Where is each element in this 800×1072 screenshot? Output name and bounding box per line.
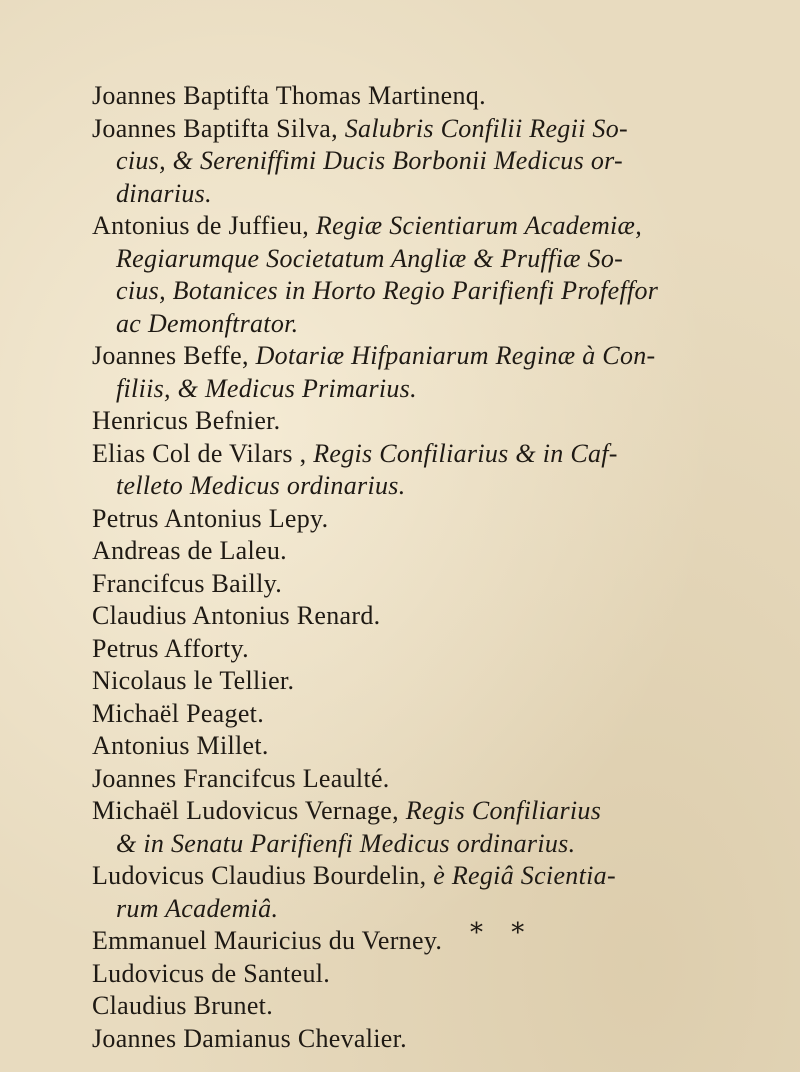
entry-name: Joannes Damianus Chevalier.: [92, 1023, 407, 1053]
list-entry: [92, 600, 732, 633]
list-entry: [92, 1023, 732, 1056]
list-entry: [92, 665, 732, 698]
entry-name: Petrus Antonius Lepy.: [92, 503, 329, 533]
list-entry: [92, 80, 732, 113]
list-entry: [92, 535, 732, 568]
entry-name: Nicolaus le Tellier.: [92, 666, 295, 695]
list-entry: [92, 568, 732, 601]
entry-title-continued: filiis, & Medicus Primarius.: [116, 373, 417, 403]
entry-title: Regis Confiliarius & in Caf-: [306, 438, 618, 468]
entry-name: Antonius de Juffieu,: [92, 211, 310, 240]
entry-title-continued: dinarius.: [116, 178, 212, 208]
entry-name: Elias Col de Vilars ,: [92, 438, 307, 468]
entry-title: Salubris Confilii Regii So-: [337, 113, 628, 143]
ornament-asterisks: * *: [470, 918, 535, 948]
entry-name: Henricus Befnier.: [92, 406, 281, 435]
entry-name: Joannes Baptifta Thomas Martinenq.: [92, 81, 486, 110]
entry-title: Regiæ Scientiarum Academiæ,: [309, 211, 642, 240]
list-entry: [92, 860, 732, 925]
entry-name: Petrus Afforty.: [92, 633, 249, 663]
list-entry: [92, 730, 732, 763]
entry-title-continued: ac Demonftrator.: [116, 308, 299, 338]
entry-title: Regis Confiliarius: [398, 796, 602, 825]
entry-name: Francifcus Bailly.: [92, 568, 283, 598]
list-entry: [92, 958, 732, 991]
entry-title: è Regiâ Scientia-: [426, 861, 616, 890]
name-list: [92, 80, 732, 1055]
entry-name: Antonius Millet.: [92, 731, 269, 760]
entry-title-continued: & in Senatu Parifienfi Medicus ordinarius.: [116, 828, 576, 858]
list-entry: [92, 405, 732, 438]
list-entry: [92, 698, 732, 731]
list-entry: [92, 210, 732, 340]
entry-name: Ludovicus de Santeul.: [92, 958, 331, 988]
list-entry: [92, 763, 732, 796]
list-entry: [92, 503, 732, 536]
list-entry: [92, 340, 732, 405]
entry-name: Claudius Brunet.: [92, 991, 274, 1020]
entry-name: Joannes Francifcus Leaulté.: [92, 763, 390, 793]
entry-name: Andreas de Laleu.: [92, 536, 287, 565]
list-entry: [92, 990, 732, 1023]
entry-title-continued: Regiarumque Societatum Angliæ & Pruffiæ So-: [116, 243, 624, 273]
entry-name: Michaël Peaget.: [92, 698, 264, 728]
entry-name: Joannes Beffe,: [92, 341, 249, 370]
entry-title-continued: telleto Medicus ordinarius.: [116, 471, 406, 500]
entry-title: Dotariæ Hifpaniarum Reginæ à Con-: [248, 341, 656, 370]
list-entry: [92, 633, 732, 666]
entry-name: Emmanuel Mauricius du Verney.: [92, 926, 443, 955]
entry-name: Claudius Antonius Renard.: [92, 601, 381, 630]
entry-name: Joannes Baptifta Silva,: [92, 113, 338, 143]
list-entry: [92, 113, 732, 211]
list-entry: [92, 438, 732, 503]
entry-title-continued: cius, & Sereniffimi Ducis Borbonii Medicus or-: [116, 146, 623, 175]
entry-title-continued: rum Academiâ.: [116, 893, 279, 923]
entry-name: Michaël Ludovicus Vernage,: [92, 796, 399, 825]
entry-title-continued: cius, Botanices in Horto Regio Parifienfi Profeffor: [116, 276, 659, 305]
list-entry: [92, 795, 732, 860]
list-entry: [92, 925, 732, 958]
entry-name: Ludovicus Claudius Bourdelin,: [92, 861, 427, 890]
